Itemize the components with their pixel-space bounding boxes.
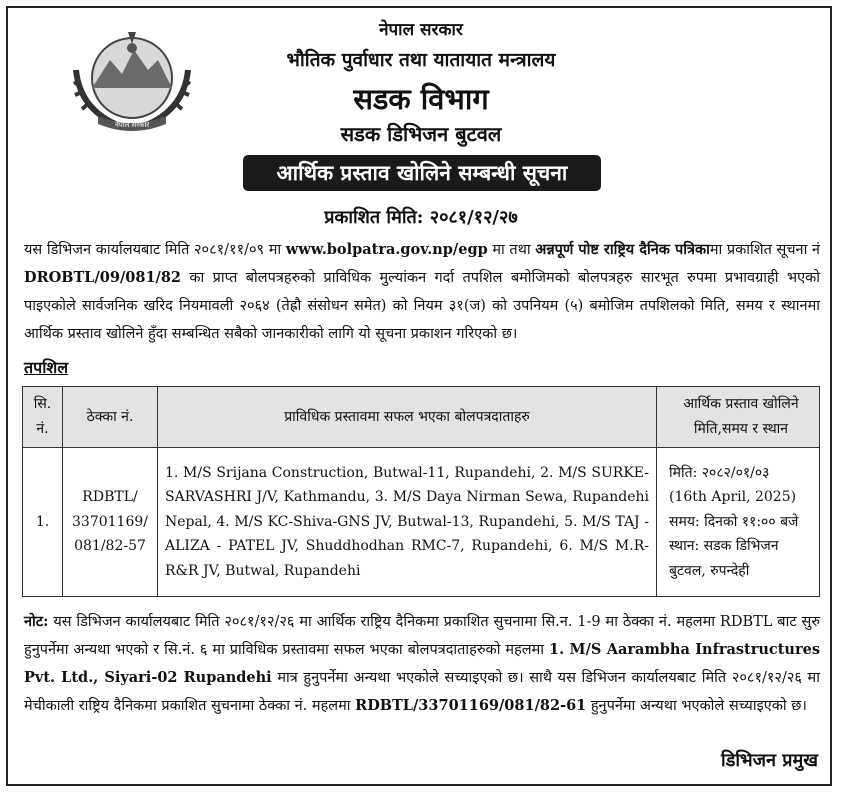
emblem-motto: नेपाल सरकार — [114, 121, 150, 129]
notice-paragraph — [24, 236, 820, 348]
note-label: नोट: — [24, 613, 49, 630]
correct-contract: RDBTL/33701169/081/82-61 — [355, 697, 587, 714]
published-date-value: २०८१/१२/२७ — [429, 207, 518, 228]
division-name: सडक डिभिजन बुटवल — [340, 122, 502, 146]
correction-note — [24, 608, 820, 720]
table-header-row — [23, 387, 820, 448]
paragraph-text: मा प्रकाशित सूचना नं — [709, 242, 820, 258]
signature: डिभिजन प्रमुख — [721, 750, 818, 771]
col-header-contract: ठेक्का नं. — [63, 387, 158, 448]
published-date — [0, 205, 842, 229]
table-row — [23, 448, 820, 597]
details-table — [22, 386, 820, 597]
cell-bidders: 1. M/S Srijana Construction, Butwal-11, Rupandehi, 2. M/S SURKE-SARVASHRI J/V, Kathmandu, 3. M/S Daya Nirman Sewa, Rupandehi Nepal, 4. M/S KC-Shiva-GNS JV, Butwal-13, Rupandehi, 5. M/S TAJ - ALIZA - PATEL JV, Shuddhodhan RMC-7, Rupandehi, 6. M/S M.R-R&R JV, Butwal, Rupandehi — [158, 448, 657, 597]
newspaper-name: अन्नपूर्ण पोष्ट राष्ट्रिय दैनिक पत्रिका — [535, 241, 710, 258]
notice-number: DROBTL/09/081/82 — [24, 269, 182, 286]
government-name: नेपाल सरकार — [379, 20, 463, 40]
cell-sn: 1. — [23, 448, 63, 597]
correct-bidder: 1. M/S Aarambha Infrastructures Pvt. Ltd., Siyari-02 Rupandehi — [24, 641, 820, 686]
col-header-sn: सि. नं. — [23, 387, 63, 448]
cell-opening: मिति: २०८२/०१/०३ (16th April, 2025) समय: दिनको ११:०० बजे स्थान: सडक डिभिजन बुटवल, रुपन्देही — [657, 448, 820, 597]
department-name: सडक विभाग — [353, 82, 489, 116]
paragraph-text: मा तथा — [487, 242, 536, 258]
cell-contract-no: RDBTL/ 33701169/ 081/82-57 — [63, 448, 158, 597]
published-label: प्रकाशित मिति: — [324, 207, 424, 228]
paragraph-text: यस डिभिजन कार्यालयबाट मिति २०८१/११/०९ मा — [24, 242, 286, 258]
note-text: यस डिभिजन कार्यालयबाट मिति २०८१/१२/२६ मा आर्थिक राष्ट्रिय दैनिकमा प्रकाशित सुचनामा सि.न. 1-9 मा ठेक्का नं. महलमा RDBTL बाट सुरु हुनुपर्नेमा अन्यथा भएको र सि.नं. ६ मा प्राविधिक प्रस्तावमा सफल भएका बोलपत्रदाताहरुको महलमा — [24, 614, 820, 658]
website-link[interactable]: www.bolpatra.gov.np/egp — [285, 241, 488, 258]
col-header-bidders: प्राविधिक प्रस्तावमा सफल भएका बोलपत्रदाताहरु — [158, 387, 657, 448]
details-heading: तपशिल — [24, 358, 69, 377]
notice-title: आर्थिक प्रस्ताव खोलिने सम्बन्धी सूचना — [243, 155, 601, 191]
note-text: मात्र हुनुपर्नेमा अन्यथा भएकोले सच्याइएको छ। साथै यस डिभिजन कार्यालयबाट मिति २०८१/१२/२६ मा मेचीकाली राष्ट्रिय दैनिकमा प्रकाशित सुचनामा ठेक्का नं. महलमा — [24, 670, 820, 714]
ministry-name: भौतिक पुर्वाधार तथा यातायात मन्त्रालय — [286, 49, 556, 71]
note-text: हुनुपर्नेमा अन्यथा भएकोले सच्याइएको छ। — [586, 698, 807, 714]
paragraph-text: का प्राप्त बोलपत्रहरुको प्राविधिक मुल्यांकन गर्दा तपशिल बमोजिमको बोलपत्रहरु सारभूत रुपमा प्रभावग्राही भएको पाइएकोले सार्वजनिक खरिद नियमावली २०६४ (तेह्रौ संसोधन समेत) को नियम ३१(ज) को उपनियम (५) बमोजिम तपशिलको मिति, समय र स्थानमा आर्थिक प्रस्ताव खोलिने हुँदा सम्बन्धित सबैको जानकारीको लागि यो सूचना प्रकाशन गरिएको छ। — [24, 270, 820, 342]
col-header-opening: आर्थिक प्रस्ताव खोलिने मिति,समय र स्थान — [657, 387, 820, 448]
